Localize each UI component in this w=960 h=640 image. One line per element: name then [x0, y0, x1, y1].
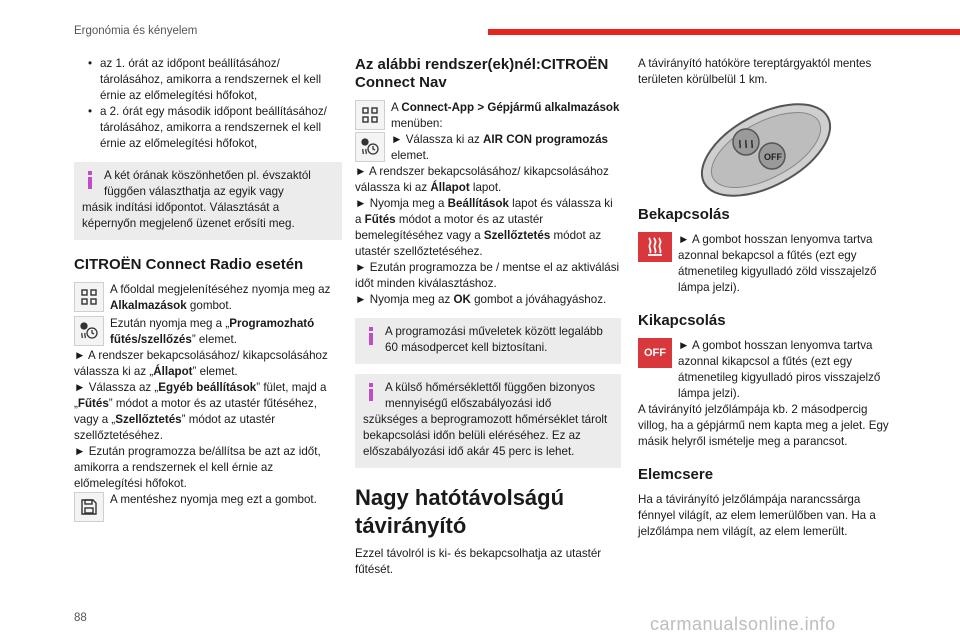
note-text: A programozási műveletek között legalább 60 másodpercet kell biztosítani.: [385, 325, 603, 354]
section-title: Bekapcsolás: [638, 206, 730, 223]
instruction-text: ► Ezután programozza be/állítsa be azt az időt, amikorra a rendszernek el kell érnie az előmelegítési hőfokot.: [74, 445, 321, 490]
instruction-row: [74, 282, 342, 314]
section-title: Kikapcsolás: [638, 312, 726, 329]
watermark: carmanualsonline.info: [650, 614, 836, 634]
instruction-text: A főoldal megjelenítéséhez nyomja meg az Alkalmazások gombot.: [110, 283, 331, 312]
body-text: A távirányító hatóköre tereptárgyaktól mentes területen körülbelül 1 km.: [638, 57, 872, 86]
instruction-text: ► Válassza ki az AIR CON programozás elemet.: [391, 133, 609, 162]
info-icon: [369, 383, 373, 401]
remote-fob-image: [684, 98, 844, 198]
note-text: szükséges a beprogramozott hőmérséklet tárolt bekapcsolási időn belüli eléréséhez. Ez az előszabályozási idő akár 45 perc is lehet.: [363, 413, 608, 458]
body-text: A távirányító jelzőlámpája kb. 2 másodpercig villog, ha a gépjármű nem kapta meg a jelet. Egy másik helyről ismételje meg a parancsot.: [638, 403, 889, 448]
body-text: Ezzel távolról is ki- és bekapcsolhatja az utastér fűtését.: [355, 547, 602, 576]
note-text: A külső hőmérséklettől függően bizonyos mennyiségű előszabályozási idő: [385, 381, 596, 410]
instruction-text: ► Válassza az „Egyéb beállítások” fület, majd a „Fűtés” módot a motor és az utastér fűtéséhez, vagy a „Szellőztetés” módot az utastér szellőztetéséhez.: [74, 381, 327, 442]
info-note: [355, 374, 621, 468]
fob-off-label: OFF: [764, 152, 782, 162]
instruction-text: A Connect-App > Gépjármű alkalmazások menüben:: [391, 101, 620, 130]
instruction-text: ► A rendszer bekapcsolásához/ kikapcsolásához válassza ki az „Állapot” elemet.: [74, 349, 328, 378]
heating-on-icon: [638, 232, 672, 262]
page-number: 88: [74, 612, 87, 624]
instruction-row: [355, 100, 621, 132]
chapter-title: Nagy hatótávolságú távirányító: [355, 485, 565, 538]
section-title: CITROËN Connect Radio esetén: [74, 256, 304, 273]
list-item: • az 1. órát az időpont beállításához/ tárolásához, amikorra a rendszernek el kell érnie az előmelegítési hőfokot,: [88, 56, 342, 104]
note-text: A két órának köszönhetően pl. évszaktól függően választhatja az egyik vagy: [104, 169, 311, 198]
section-title: Az alábbi rendszer(ek)nél:CITROËN Connect Nav: [355, 56, 609, 91]
column-3: [638, 56, 890, 540]
instruction-text: ► A gombot hosszan lenyomva tartva azonnal bekapcsol a fűtés (ezt egy átmenetileg kigyulladó zöld visszajelző lámpa jelzi).: [678, 233, 877, 294]
info-note: [355, 318, 621, 364]
save-icon: [74, 492, 104, 522]
instruction-row: [74, 492, 342, 522]
apps-grid-icon: [74, 282, 104, 312]
bullet-list: [74, 56, 342, 152]
note-text: másik indítási időpontot. Választását a képernyőn megjelenő üzenet erősíti meg.: [82, 201, 295, 230]
off-icon: OFF: [638, 338, 672, 368]
column-1: [74, 56, 342, 522]
instruction-text: A mentéshez nyomja meg ezt a gombot.: [110, 493, 317, 506]
header-title: Ergonómia és kényelem: [74, 25, 198, 37]
instruction-text: ► Nyomja meg az OK gombot a jóváhagyáshoz.: [355, 293, 607, 306]
instruction-text: ► A gombot hosszan lenyomva tartva azonnal kikapcsol a fűtés (ezt egy átmenetileg kigyulladó piros visszajelző lámpa jelzi).: [678, 339, 881, 400]
info-icon: [369, 327, 373, 345]
apps-grid-icon: [355, 100, 385, 130]
body-text: Ha a távirányító jelzőlámpája narancssárga fénnyel világít, az elem lemerülőben van. Ha a jelzőlámpa nem világít, az elem lemerült.: [638, 493, 876, 538]
heating-timer-icon: [74, 316, 104, 346]
heating-timer-icon: [355, 132, 385, 162]
instruction-text: ► Nyomja meg a Beállítások lapot és válassza ki a Fűtés módot a motor és az utastér bemelegítéséhez vagy a Szellőztetés módot az utastér szellőztetéséhez.: [355, 197, 613, 258]
instruction-text: Ezután nyomja meg a „Programozható fűtés/szellőzés” elemet.: [110, 317, 315, 346]
section-title: Elemcsere: [638, 466, 714, 483]
instruction-row: [638, 232, 890, 296]
column-2: [355, 56, 621, 578]
list-item: • a 2. órát egy második időpont beállításához/ tárolásához, amikorra a rendszernek el kell érnie az előmelegítési hőfokot,: [88, 104, 342, 152]
instruction-text: ► Ezután programozza be / mentse el az aktiválási időt minden kiválasztáshoz.: [355, 261, 620, 290]
instruction-row: [355, 132, 621, 164]
instruction-row: [638, 338, 890, 402]
instruction-row: [74, 316, 342, 348]
info-icon: [88, 171, 92, 189]
instruction-text: ► A rendszer bekapcsolásához/ kikapcsolásához válassza ki az Állapot lapot.: [355, 165, 609, 194]
header-accent-bar: [488, 29, 960, 35]
info-note: [74, 162, 342, 240]
